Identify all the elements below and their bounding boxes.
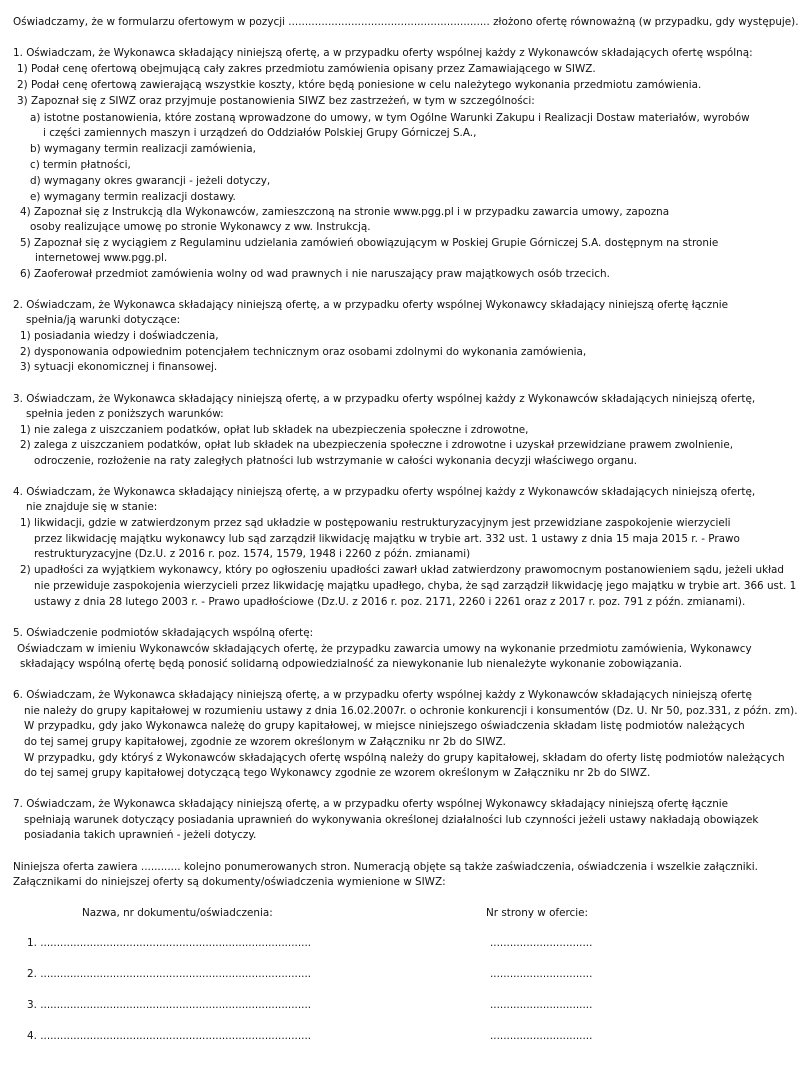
section-4-item: 1) likwidacji, gdzie w zatwierdzonym przez sąd układzie w postępowaniu restrukturyzacyjnym jest przewidziane zaspokojenie wierzycieli xyxy=(20,517,731,529)
section-4-item: restrukturyzacyjne (Dz.U. z 2016 r. poz. 1574, 1579, 1948 i 2260 z późn. zmianami) xyxy=(34,548,471,560)
section-3-item: 1) nie zalega z uiszczaniem podatków, opłat lub składek na ubezpieczenia społeczne i zdrowotne, xyxy=(20,424,529,436)
intro-statement: Oświadczamy, że w formularzu ofertowym w pozycji ............................................................. złożono ofertę równoważną (w przypadku, gdy występuje). xyxy=(13,16,799,28)
section-5-text: Oświadczam w imieniu Wykonawców składających ofertę, że przypadku zawarcia umowy na wykonanie przedmiotu zamówienia, Wykonawcy xyxy=(17,643,752,655)
section-1-subitem: a) istotne postanowienia, które zostaną wprowadzone do umowy, w tym Ogólne Warunki Zakupu i Realizacji Dostaw materiałów, wyrobów xyxy=(30,112,750,124)
section-6-text: W przypadku, gdy któryś z Wykonawców składających ofertę wspólną należy do grupy kapitałowej, składam do oferty listę podmiotów należących xyxy=(24,752,785,764)
section-1-item: 6) Zaoferował przedmiot zamówienia wolny od wad prawnych i nie naruszający praw majątkowych osób trzecich. xyxy=(20,268,610,280)
section-3-item: 2) zalega z uiszczaniem podatków, opłat lub składek na ubezpieczenia społeczne i zdrowotne i uzyskał przewidziane prawem zwolnienie, xyxy=(20,439,734,451)
closing-text: Niniejsza oferta zawiera ............ kolejno ponumerowanych stron. Numeracją objęte są także zaświadczenia, oświadczenia i wszelkie załączniki. xyxy=(13,861,758,873)
closing-text: Załącznikami do niniejszej oferty są dokumenty/oświadczenia wymienione w SIWZ: xyxy=(13,876,446,888)
section-5-title: 5. Oświadczenie podmiotów składających wspólną ofertę: xyxy=(13,627,314,639)
section-2-title: spełnia/ją warunki dotyczące: xyxy=(26,314,181,326)
attachment-page-field[interactable]: ............................... xyxy=(490,937,593,949)
section-4-item: 2) upadłości za wyjątkiem wykonawcy, który po ogłoszeniu upadłości zawarł układ zatwierdzony prawomocnym postanowieniem sądu, jeżeli układ xyxy=(20,564,785,576)
table-header-name: Nazwa, nr dokumentu/oświadczenia: xyxy=(82,907,273,919)
section-1-subitem: d) wymagany okres gwarancji - jeżeli dotyczy, xyxy=(30,175,271,187)
section-7-text: 7. Oświadczam, że Wykonawca składający niniejszą ofertę, a w przypadku oferty wspólnej Wykonawcy składający niniejszą ofertę łącznie xyxy=(13,798,729,810)
section-2-title: 2. Oświadczam, że Wykonawca składający niniejszą ofertę, a w przypadku oferty wspólnej Wykonawcy składający niniejszą ofertę łącznie xyxy=(13,299,729,311)
section-6-text: 6. Oświadczam, że Wykonawca składający niniejszą ofertę, a w przypadku oferty wspólnej każdy z Wykonawców składających niniejszą ofertę xyxy=(13,689,752,701)
section-2-item: 1) posiadania wiedzy i doświadczenia, xyxy=(20,330,219,342)
section-1-title: 1. Oświadczam, że Wykonawca składający niniejszą ofertę, a w przypadku oferty wspólnej każdy z Wykonawców składających ofertę wspólną: xyxy=(13,47,753,59)
section-4-item: przez likwidację majątku wykonawcy lub sąd zarządził likwidację majątku w trybie art. 332 ust. 1 ustawy z dnia 15 maja 2015 r. - Prawo xyxy=(34,533,740,545)
attachment-page-field[interactable]: ............................... xyxy=(490,1030,593,1042)
section-4-item: nie przewiduje zaspokojenia wierzycieli przez likwidację majątku upadłego, chyba, że sąd zarządził likwidację jego majątku w trybie art. 366 ust. 1 xyxy=(34,580,797,592)
section-1-subitem: i części zamiennych maszyn i urządzeń do Oddziałów Polskiej Grupy Górniczej S.A., xyxy=(43,127,477,139)
section-1-item: internetowej www.pgg.pl. xyxy=(35,252,168,264)
section-6-text: do tej samej grupy kapitałowej, zgodnie ze wzorem określonym w Załączniku nr 2b do SIWZ. xyxy=(24,736,506,748)
section-6-text: nie należy do grupy kapitałowej w rozumieniu ustawy z dnia 16.02.2007r. o ochronie konkurencji i konsumentów (Dz. U. Nr 50, poz.331, z późn. zm). xyxy=(24,705,798,717)
section-4-title: 4. Oświadczam, że Wykonawca składający niniejszą ofertę, a w przypadku oferty wspólnej każdy z Wykonawców składających niniejszą ofertę, xyxy=(13,486,756,498)
attachment-name-field[interactable]: 3. .................................................................................. xyxy=(27,999,312,1011)
section-2-item: 2) dysponowania odpowiednim potencjałem technicznym oraz osobami zdolnymi do wykonania zamówienia, xyxy=(20,346,587,358)
section-7-text: posiadania takich uprawnień - jeżeli dotyczy. xyxy=(24,829,257,841)
section-1-subitem: b) wymagany termin realizacji zamówienia, xyxy=(30,143,256,155)
section-7-text: spełniają warunek dotyczący posiadania uprawnień do wykonywania określonej działalności lub czynności jeżeli ustawy nakładają obowiązek xyxy=(24,814,759,826)
section-1-item: 3) Zapoznał się z SIWZ oraz przyjmuje postanowienia SIWZ bez zastrzeżeń, w tym w szczególności: xyxy=(17,95,535,107)
section-1-item: 4) Zapoznał się z Instrukcją dla Wykonawców, zamieszczoną na stronie www.pgg.pl i w przypadku zawarcia umowy, zapozna xyxy=(20,206,670,218)
attachment-name-field[interactable]: 4. .................................................................................. xyxy=(27,1030,312,1042)
section-1-item: 1) Podał cenę ofertową obejmującą cały zakres przedmiotu zamówienia opisany przez Zamawiającego w SIWZ. xyxy=(17,63,596,75)
section-1-subitem: c) termin płatności, xyxy=(30,159,131,171)
section-2-item: 3) sytuacji ekonomicznej i finansowej. xyxy=(20,361,218,373)
section-3-item: odroczenie, rozłożenie na raty zaległych płatności lub wstrzymanie w całości wykonania decyzji właściwego organu. xyxy=(34,455,638,467)
section-3-title: 3. Oświadczam, że Wykonawca składający niniejszą ofertę, a w przypadku oferty wspólnej każdy z Wykonawców składających niniejszą ofertę, xyxy=(13,393,756,405)
section-3-title: spełnia jeden z poniższych warunków: xyxy=(26,408,224,420)
attachment-name-field[interactable]: 1. .................................................................................. xyxy=(27,937,312,949)
section-1-item: osoby realizujące umowę po stronie Wykonawcy z ww. Instrukcją. xyxy=(30,221,371,233)
attachment-name-field[interactable]: 2. .................................................................................. xyxy=(27,968,312,980)
section-6-text: do tej samej grupy kapitałowej dotyczącą tego Wykonawcy zgodnie ze wzorem określonym w Załączniku nr 2b do SIWZ. xyxy=(24,767,651,779)
section-1-item: 2) Podał cenę ofertową zawierającą wszystkie koszty, które będą poniesione w celu należytego wykonania przedmiotu zamówienia. xyxy=(17,79,702,91)
section-4-item: ustawy z dnia 28 lutego 2003 r. - Prawo upadłościowe (Dz.U. z 2016 r. poz. 2171, 2260 i 2261 oraz z 2017 r. poz. 791 z późn. zmianami). xyxy=(34,596,746,608)
section-1-item: 5) Zapoznał się z wyciągiem z Regulaminu udzielania zamówień obowiązującym w Poskiej Grupie Górniczej S.A. dostępnym na stronie xyxy=(20,237,719,249)
table-header-page: Nr strony w ofercie: xyxy=(486,907,589,919)
attachment-page-field[interactable]: ............................... xyxy=(490,999,593,1011)
attachment-page-field[interactable]: ............................... xyxy=(490,968,593,980)
section-1-subitem: e) wymagany termin realizacji dostawy. xyxy=(30,191,236,203)
section-6-text: W przypadku, gdy jako Wykonawca należę do grupy kapitałowej, w miejsce niniejszego oświadczenia składam listę podmiotów należących xyxy=(24,720,745,732)
section-4-title: nie znajduje się w stanie: xyxy=(26,501,158,513)
section-5-text: składający wspólną ofertę będą ponosić solidarną odpowiedzialność za niewykonanie lub nienależyte wykonanie zobowiązania. xyxy=(20,658,683,670)
